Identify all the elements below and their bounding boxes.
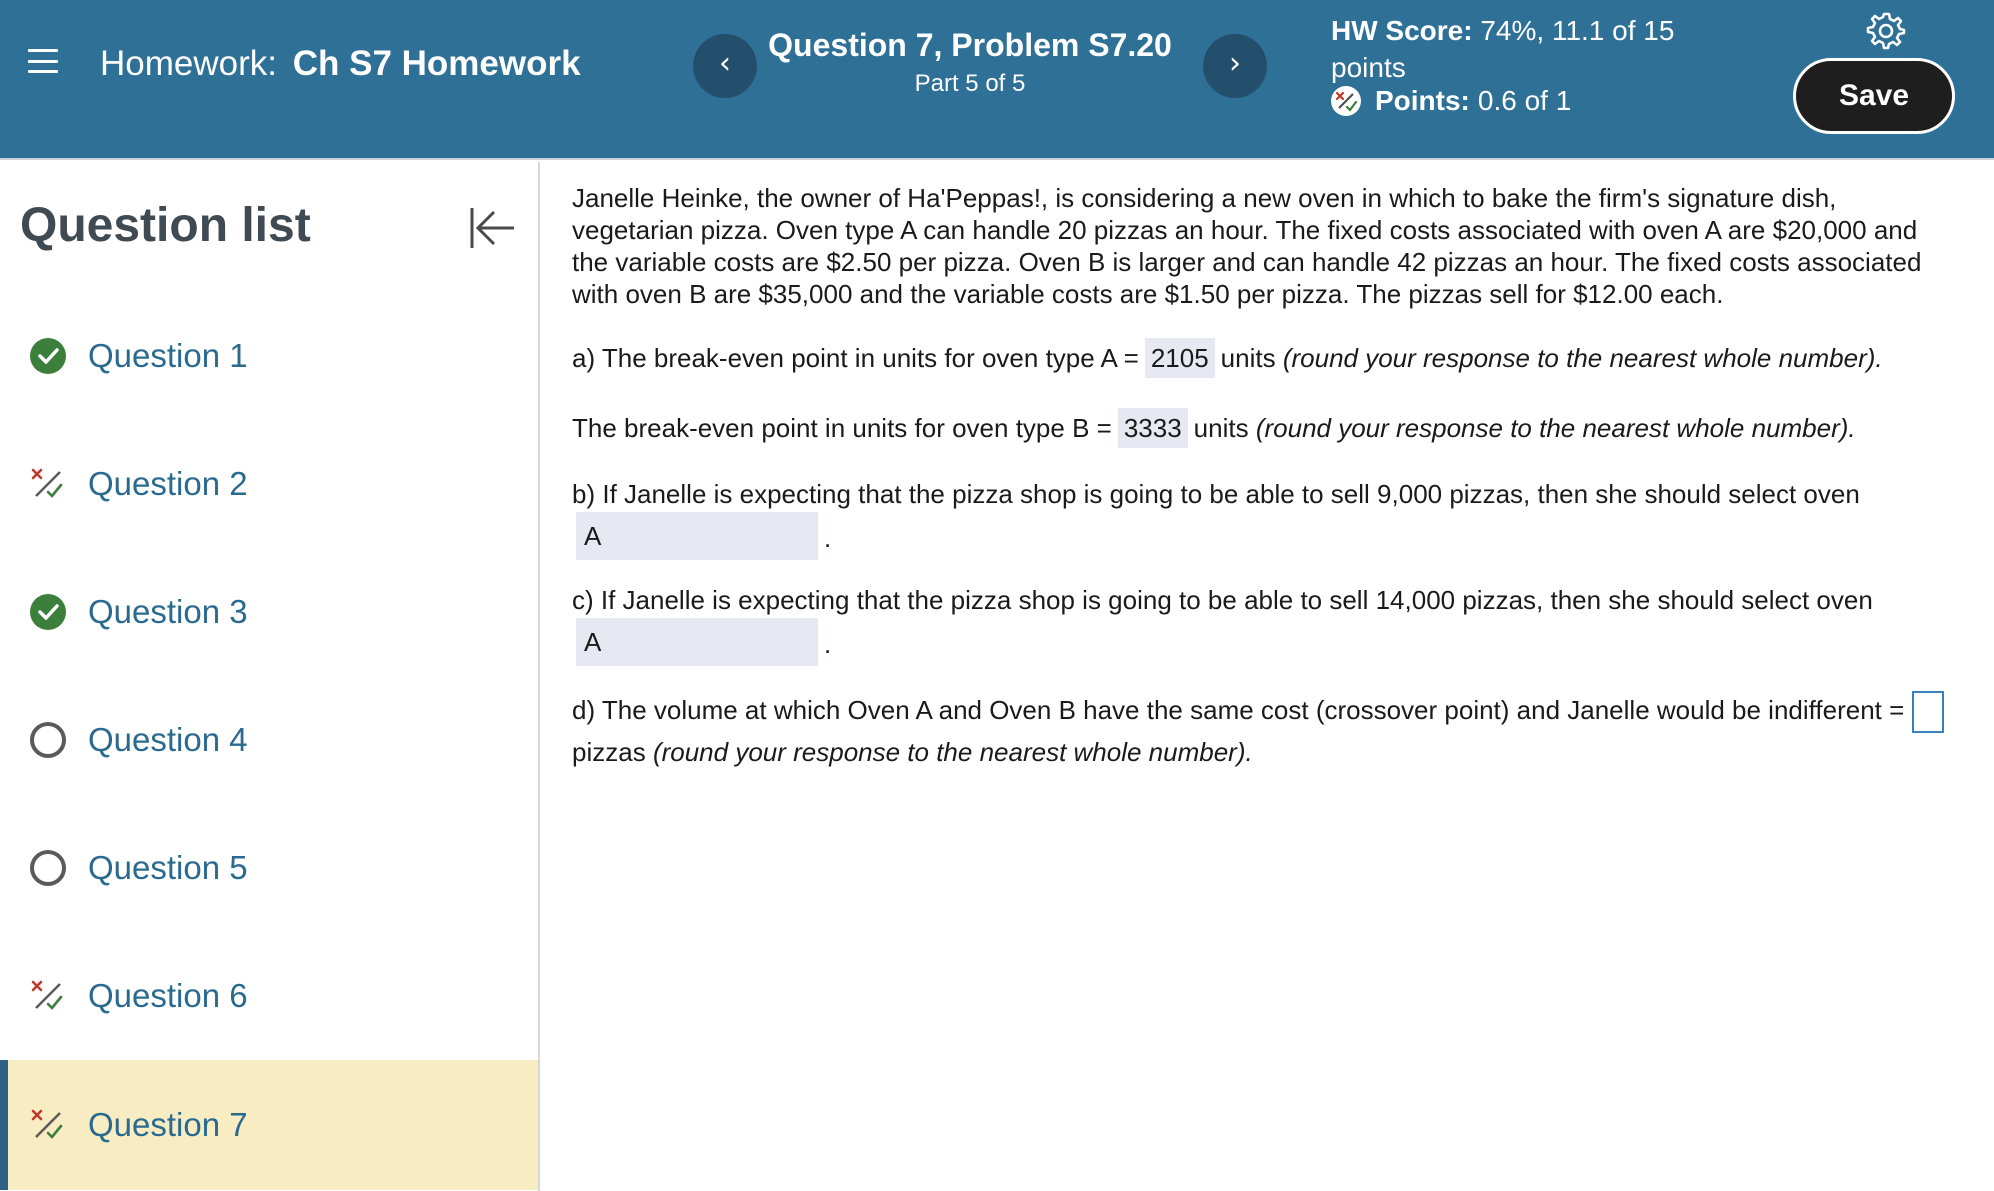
part-c-period: . (824, 629, 832, 659)
question-list-item-label: Question 5 (88, 849, 248, 886)
oven-b-breakeven-hint: (round your response to the nearest whole number). (1255, 413, 1856, 443)
problem-intro: Janelle Heinke, the owner of Ha'Peppas!, is considering a new oven in which to bake the firm's signature dish, vegetarian pizza. Oven type A can handle 20 pizzas an hour. The fixed costs associated with oven A are $20,000 and the variable costs are $2.50 per pizza. Oven B is larger and can handle 42 pizzas an hour. The fixed costs associated with oven B are $35,000 and the variable costs are $1.50 per pizza. The pizzas sell for $12.00 each. (572, 183, 1922, 309)
hw-score (1331, 12, 1711, 86)
points-value: 0.6 of 1 (1477, 85, 1572, 116)
part-c-oven-select[interactable]: A (576, 618, 818, 666)
partial-credit-icon (1331, 86, 1361, 116)
oven-b-breakeven-units: units (1193, 413, 1249, 443)
question-list-item-label: Question 3 (88, 593, 248, 630)
part-d-units-row (572, 732, 1952, 772)
top-header (0, 0, 1994, 160)
question-list-item-label: Question 4 (88, 721, 248, 758)
part-d-hint: (round your response to the nearest whole number). (652, 737, 1253, 767)
homework-title (100, 44, 581, 84)
part-a-answer: 2105 (1145, 338, 1215, 378)
partial-credit-icon (30, 978, 66, 1014)
question-part: Part 5 of 5 (914, 70, 1026, 97)
question-list-item-4[interactable] (0, 676, 538, 804)
part-d-text: d) The volume at which Oven A and Oven B have the same cost (crossover point) and Janelle would be indifferent = (572, 695, 1905, 725)
question-points (1331, 84, 1571, 118)
part-b-period: . (824, 523, 832, 553)
save-button[interactable]: Save (1793, 58, 1955, 134)
hw-score-value: 74%, 11.1 of 15 points (1331, 15, 1675, 83)
question-list-item-6[interactable] (0, 932, 538, 1060)
previous-question-button[interactable]: ‹ (693, 34, 757, 98)
crossover-answer-input[interactable] (1912, 691, 1944, 733)
hamburger-menu-icon[interactable] (26, 44, 60, 78)
part-a-hint: (round your response to the nearest whole number). (1282, 343, 1883, 373)
next-question-button[interactable]: › (1203, 34, 1267, 98)
question-list-item-7[interactable] (0, 1060, 538, 1190)
part-a-units: units (1220, 343, 1276, 373)
gear-icon[interactable] (1866, 10, 1906, 50)
part-d-row (572, 690, 1952, 733)
part-a-text: a) The break-even point in units for oven type A = (572, 343, 1139, 373)
question-list-title: Question list (20, 199, 311, 252)
partial-credit-icon (30, 466, 66, 502)
question-list-item-label: Question 6 (88, 977, 248, 1014)
hw-score-label: HW Score: (1331, 15, 1473, 46)
part-a-row (572, 338, 1952, 378)
question-title: Question 7, Problem S7.20 (768, 27, 1172, 63)
question-list-item-3[interactable] (0, 548, 538, 676)
question-list-item-5[interactable] (0, 804, 538, 932)
part-d-units: pizzas (572, 737, 646, 767)
empty-circle-icon (30, 850, 66, 886)
question-list-item-1[interactable] (0, 292, 538, 420)
check-circle-icon (30, 338, 66, 374)
part-b-breakeven-row (572, 408, 1952, 448)
question-list-item-2[interactable] (0, 420, 538, 548)
question-list-sidebar (0, 162, 540, 1191)
oven-b-breakeven-answer: 3333 (1118, 408, 1188, 448)
points-label: Points: (1375, 85, 1470, 116)
part-b-oven-select[interactable]: A (576, 512, 818, 560)
part-b-text: b) If Janelle is expecting that the pizza shop is going to be able to sell 9,000 pizzas, then she should select oven (572, 479, 1860, 509)
homework-name: Ch S7 Homework (292, 44, 581, 83)
partial-credit-icon (30, 1107, 66, 1143)
homework-prefix: Homework: (100, 44, 277, 83)
question-list-item-label: Question 7 (88, 1106, 248, 1143)
question-list-item-label: Question 2 (88, 465, 248, 502)
empty-circle-icon (30, 722, 66, 758)
collapse-left-icon[interactable] (466, 202, 518, 254)
part-c-text: c) If Janelle is expecting that the pizza shop is going to be able to sell 14,000 pizzas, then she should select oven (572, 585, 1873, 615)
check-circle-icon (30, 594, 66, 630)
question-list-item-label: Question 1 (88, 337, 248, 374)
oven-b-breakeven-text: The break-even point in units for oven type B = (572, 413, 1112, 443)
